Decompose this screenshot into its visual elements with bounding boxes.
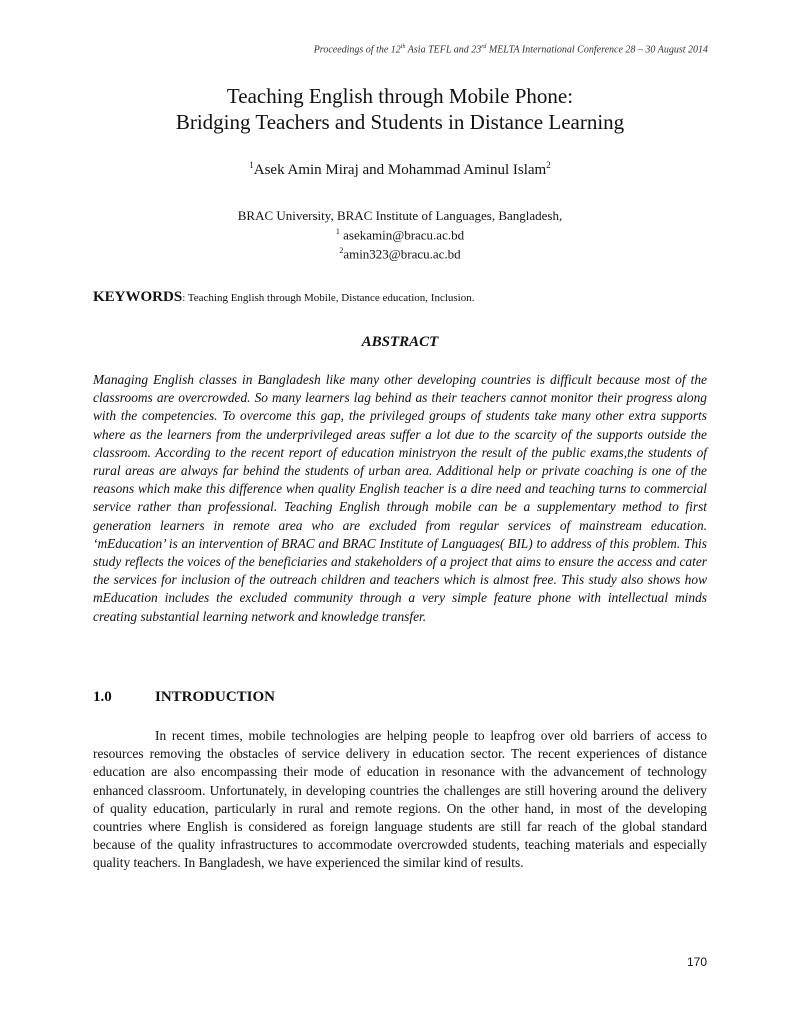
header-text-3: MELTA International Conference 28 – 30 August 2014 — [486, 44, 708, 56]
keywords-text: : Teaching English through Mobile, Distance education, Inclusion. — [182, 292, 475, 304]
abstract-body: Managing English classes in Bangladesh like many other developing countries is difficult because most of the classrooms are overcrowded. So many learners lag behind as their teachers cannot monitor their progress along with the competencies. To overcome this gap, the privileged groups of students take many other extra supports where as the learners from the underprivileged areas suffer a lot due to the scarcity of the supports outside the classroom. According to the recent report of education ministryon the result of the public exams,the students of rural areas are always far behind the students of urban area. Additional help or private coaching is one of the reasons which make this difference when quality English teacher is a dire need and teaching turns to commercial service rather than professional. Teaching English through mobile can be a supplementary method to first generation learners in remote area who are excluded from regular services of mainstream education. ‘mEducation’ is an intervention of BRAC and BRAC Institute of Languages( BIL) to address of this problem. This study reflects the voices of the beneficiaries and stakeholders of a project that aims to ensure the access and cater the services for inclusion of the outreach children and teachers which is almost free. This study also shows how mEducation includes the excluded community through a very simple feature phone with intellectual minds creating substantial learning network and knowledge transfer. — [93, 372, 707, 624]
section-title: INTRODUCTION — [155, 689, 276, 705]
institution: BRAC University, BRAC Institute of Languages, Bangladesh, — [237, 208, 563, 223]
title-line-2: Bridging Teachers and Students in Distance Learning — [175, 110, 625, 134]
header-text-2: Asia TEFL and 23 — [405, 44, 482, 56]
affiliation-block — [0, 208, 800, 263]
title-line-1: Teaching English through Mobile Phone: — [226, 84, 574, 108]
introduction-paragraph: In recent times, mobile technologies are helping people to leapfrog over old barriers of access to resources removing the obstacles of service delivery in education sector. The recent experiences of distance education are also encompassing their mode of education in resonance with the advancement of technology enhanced classroom. Unfortunately, in developing countries the challenges are still hovering around the delivery of quality education, particularly in rural and remote regions. On the other hand, in most of the developing countries where English is considered as foreign language students are still far reach of the global standard because of the quality infrastructures to accommodate overcrowded students, teaching materials and especially quality teachers. In Bangladesh, we have experienced the similar kind of results. — [93, 728, 707, 871]
author-1-marker: 1 — [249, 160, 254, 170]
page-number: 170 — [686, 955, 707, 969]
author-list — [0, 160, 800, 179]
email-1-marker: 1 — [335, 227, 340, 236]
abstract-heading: ABSTRACT — [361, 334, 439, 350]
author-names: Asek Amin Miraj and Mohammad Aminul Islam — [253, 162, 547, 178]
author-2-marker: 2 — [546, 160, 551, 170]
introduction-heading — [93, 689, 275, 706]
email-2-marker: 2 — [339, 246, 344, 256]
email-1-line — [0, 224, 800, 243]
section-number: 1.0 — [93, 689, 112, 705]
header-superscript-1: th — [400, 44, 406, 50]
header-superscript-2: rd — [481, 44, 487, 50]
email-1: asekamin@bracu.ac.bd — [339, 227, 465, 243]
paper-title — [0, 83, 800, 135]
email-2-line — [0, 243, 800, 262]
keywords-line — [93, 289, 713, 306]
running-header — [314, 44, 708, 55]
keywords-label: KEYWORDS — [93, 289, 183, 305]
header-text-1: Proceedings of the 12 — [313, 44, 401, 56]
email-2: amin323@bracu.ac.bd — [343, 246, 461, 262]
